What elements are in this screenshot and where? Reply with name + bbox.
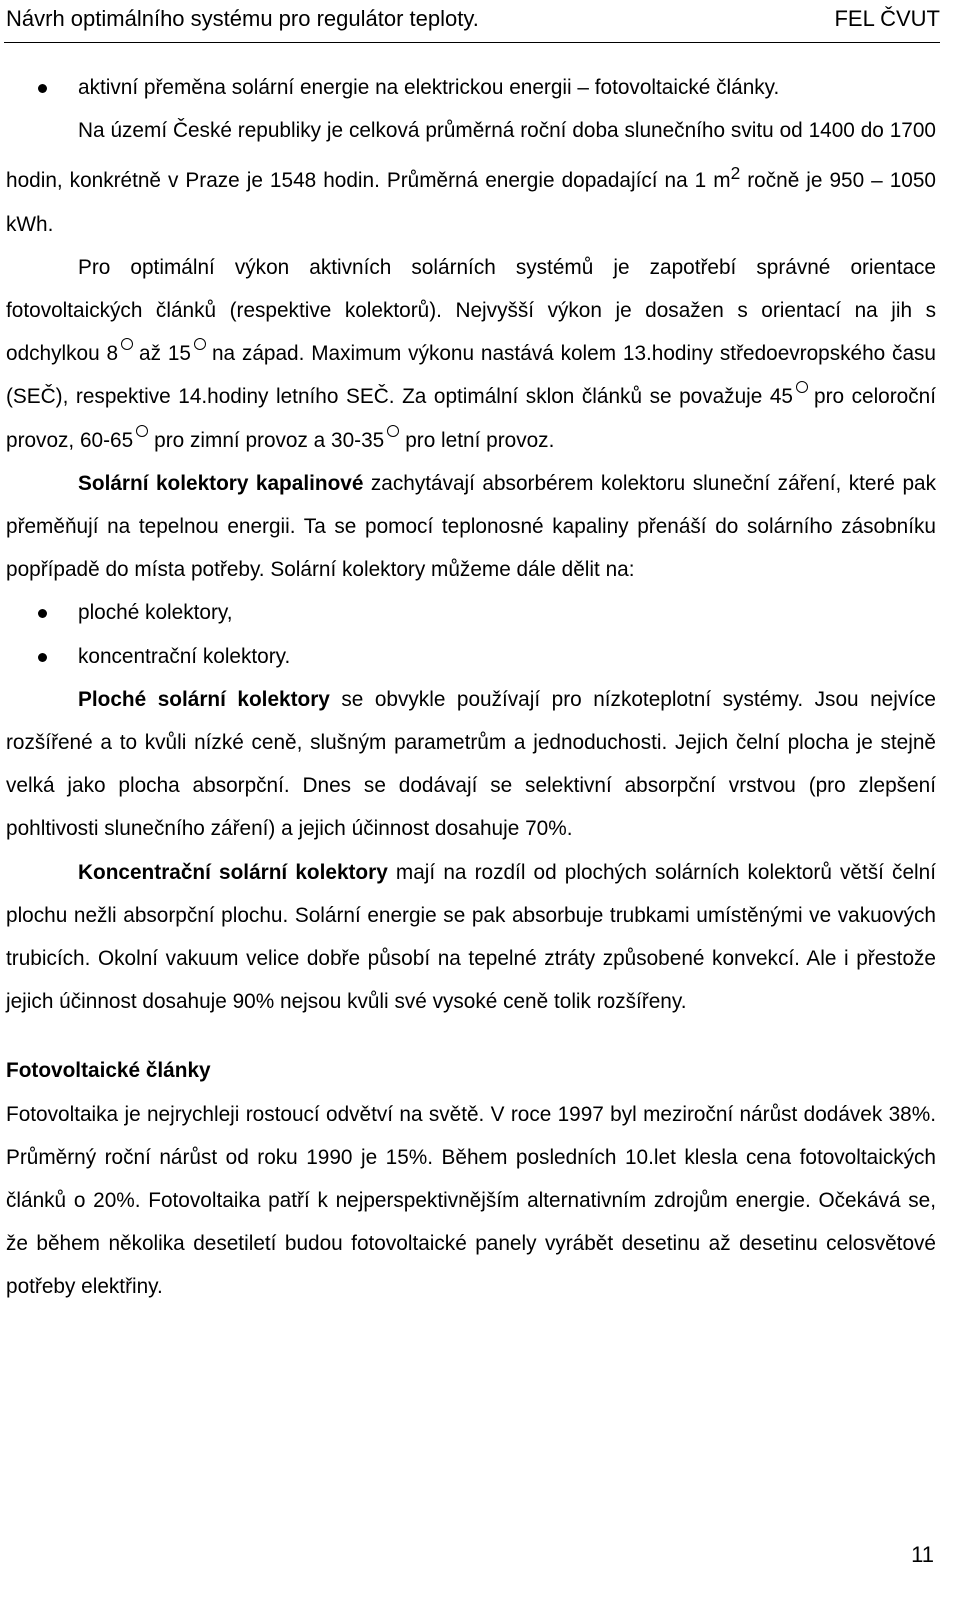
document-title: Návrh optimálního systému pro regulátor teploty.	[6, 6, 479, 31]
page-header	[4, 2, 940, 43]
degree-icon	[796, 381, 808, 393]
paragraph-concentrating-collectors: Koncentrační solární kolektory mají na rozdíl od plochých solárních kolektorů větší čelní plochu nežli absorpční plochu. Solární energie se pak absorbuje trubkami umístěnými ve vakuových trubicích. Okolní vakuum velice dobře působí na tepelné ztráty způsobené konvekcí. Ale i přestože jejich účinnost dosahuje 90% nejsou kvůli své vysoké ceně tolik rozšířeny.	[6, 860, 936, 1014]
degree-icon	[136, 425, 148, 437]
institution-label: FEL ČVUT	[834, 6, 940, 31]
spacer	[6, 1023, 936, 1049]
degree-icon	[194, 338, 206, 350]
bullet-item: ploché kolektory,	[6, 591, 936, 634]
bullet-item: aktivní přeměna solární energie na elektrickou energii – fotovoltaické články.	[6, 66, 936, 109]
degree-icon	[121, 338, 133, 350]
bullet-item: koncentrační kolektory.	[6, 635, 936, 678]
section-heading: Fotovoltaické články	[6, 1059, 211, 1083]
page-content	[6, 66, 936, 1309]
paragraph-liquid-collectors: Solární kolektory kapalinové zachytávají absorbérem kolektoru sluneční záření, které pak přeměňují na tepelnou energii. Ta se pomocí teplonosné kapaliny přenáší do solárního zásobníku popřípadě do místa potřeby. Solární kolektory můžeme dále dělit na:	[6, 471, 936, 582]
paragraph-flat-collectors: Ploché solární kolektory se obvykle používají pro nízkoteplotní systémy. Jsou nejvíce rozšířené a to kvůli nízké ceně, slušným parametrům a jednoduchosti. Jejich čelní plocha je stejně velká jako plocha absorpční. Dnes se dodávají se selektivní absorpční vrstvou (pro zlepšení pohltivosti slunečního záření) a jejich účinnost dosahuje 70%.	[6, 687, 936, 841]
paragraph-sunshine: Na území České republiky je celková průměrná roční doba slunečního svitu od 1400 do 1700 hodin, konkrétně v Praze je 1548 hodin. Průměrná energie dopadající na 1 $m^2$ ročně je 950 – 1050 kWh.	[6, 119, 936, 236]
page-number: 11	[911, 1542, 934, 1567]
degree-icon	[387, 425, 399, 437]
paragraph-orientation: Pro optimální výkon aktivních solárních systémů je zapotřebí správné orientace fotovoltaických článků (respektive kolektorů). Nejvyšší výkon je dosažen s orientací na jih s odchylkou 8 až 15 na západ. Maximum výkonu nastává kolem 13.hodiny středoevropského času (SEČ), respektive 14.hodiny letního SEČ. Za optimální sklon článků se považuje 45 pro celoroční provoz, 60-65 pro zimní provoz a 30-35 pro letní provoz.	[6, 255, 936, 452]
superscript: 2	[730, 163, 741, 184]
paragraph-photovoltaics: Fotovoltaika je nejrychleji rostoucí odvětví na světě. V roce 1997 byl meziroční nárůst dodávek 38%. Průměrný roční nárůst od roku 1990 je 15%. Během posledních 10.let klesla cena fotovoltaických článků o 20%. Fotovoltaika patří k nejperspektivnějším alternativním zdrojům energie. Očekává se, že během několika desetiletí budou fotovoltaické panely vyrábět desetinu až desetinu celosvětové potřeby elektřiny.	[6, 1102, 936, 1299]
